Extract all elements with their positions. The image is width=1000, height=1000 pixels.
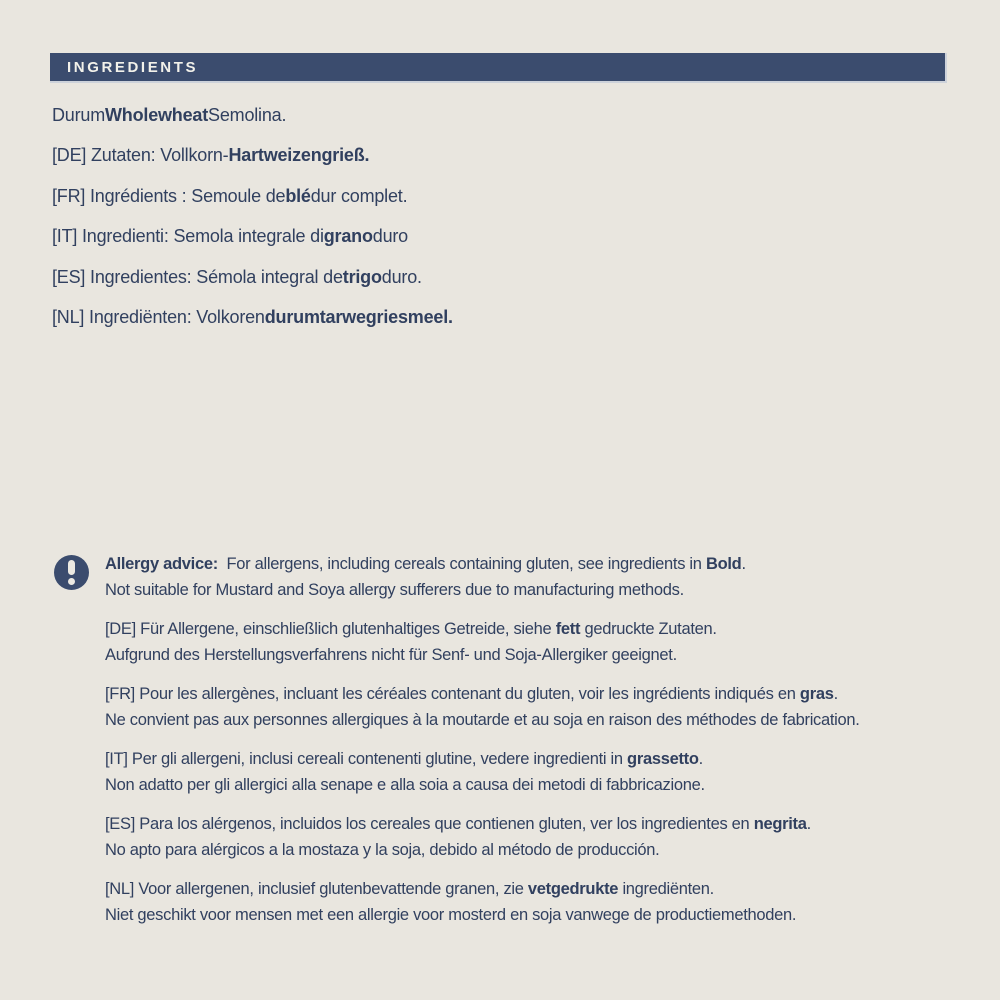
allergy-paragraph-en	[105, 552, 960, 603]
allergy-line1-de: [DE] Für Allergene, einschließlich glutenhaltiges Getreide, siehe fett gedruckte Zutaten.	[105, 620, 717, 638]
alert-exclamation-icon	[54, 555, 89, 590]
allergy-line2-en: Not suitable for Mustard and Soya allergy sufferers due to manufacturing methods.	[105, 580, 684, 599]
allergy-line2-es: No apto para alérgicos a la mostaza y la soja, debido al método de producción.	[105, 840, 660, 859]
allergy-line1-es: [ES] Para los alérgenos, incluidos los cereales que contienen gluten, ver los ingredientes en negrita.	[105, 815, 811, 833]
ingredients-list	[52, 95, 950, 338]
exclamation-dot	[68, 578, 75, 585]
allergy-advice-section	[52, 552, 960, 942]
allergy-line2-fr: Ne convient pas aux personnes allergiques à la moutarde et au soja en raison des méthodes de fabrication.	[105, 710, 860, 729]
allergy-paragraph-nl	[105, 877, 960, 928]
ingredient-line-it: [IT] Ingredienti: Semola integrale di grano duro	[52, 226, 408, 247]
ingredients-header-bar	[50, 53, 947, 83]
allergy-paragraph-de	[105, 617, 960, 668]
exclamation-bar	[68, 560, 75, 575]
allergy-line2-de: Aufgrund des Herstellungsverfahrens nicht für Senf- und Soja-Allergiker geeignet.	[105, 645, 677, 664]
allergy-line1-it: [IT] Per gli allergeni, inclusi cereali contenenti glutine, vedere ingredienti in grassetto.	[105, 750, 703, 768]
ingredients-title: INGREDIENTS	[67, 58, 199, 76]
ingredient-line-de: [DE] Zutaten: Vollkorn- Hartweizengrieß.	[52, 145, 370, 166]
ingredient-line-nl: [NL] Ingrediënten: Volkoren durumtarwegriesmeel.	[52, 307, 453, 328]
ingredient-line-es: [ES] Ingredientes: Sémola integral de trigo duro.	[52, 266, 422, 287]
ingredient-line-en: Durum Wholewheat Semolina.	[52, 104, 287, 125]
allergy-text-column	[105, 552, 960, 928]
ingredient-line-fr: [FR] Ingrédients : Semoule de blé dur complet.	[52, 185, 408, 206]
allergy-paragraph-it	[105, 747, 960, 798]
allergy-paragraph-fr	[105, 682, 960, 733]
allergy-line1-fr: [FR] Pour les allergènes, incluant les céréales contenant du gluten, voir les ingrédients indiqués en gras.	[105, 685, 838, 703]
allergy-paragraph-es	[105, 812, 960, 863]
allergy-line1-en: Allergy advice: For allergens, including cereals containing gluten, see ingredients in Bold.	[105, 555, 746, 573]
allergy-line2-it: Non adatto per gli allergici alla senape e alla soia a causa dei metodi di fabbricazione.	[105, 775, 705, 794]
allergy-line1-nl: [NL] Voor allergenen, inclusief glutenbevattende granen, zie vetgedrukte ingrediënten.	[105, 880, 714, 898]
allergy-line2-nl: Niet geschikt voor mensen met een allergie voor mosterd en soja vanwege de productiemethoden.	[105, 905, 797, 924]
